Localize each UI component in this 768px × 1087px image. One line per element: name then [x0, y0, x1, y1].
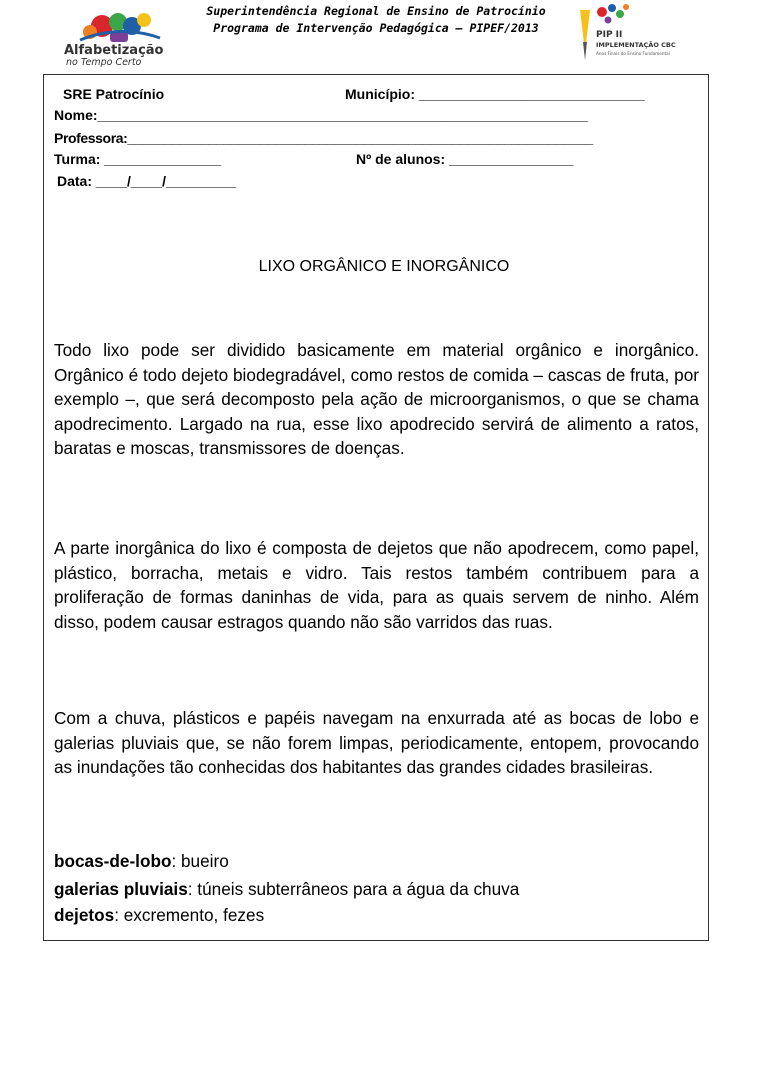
- header-text: [178, 3, 574, 37]
- paragraph-2: A parte inorgânica do lixo é composta de dejetos que não apodrecem, como papel, plástico, borracha, metais e vidro. Tais restos também contribuem para a proliferação de formas daninhas de vida, para as quais servem de ninho. Além disso, podem causar estragos quando não são varridos das ruas.: [54, 538, 699, 632]
- worksheet-frame: [43, 74, 709, 941]
- glossary-item: [54, 851, 229, 872]
- logo-right-line1: PIP II: [596, 30, 623, 40]
- glossary-definition: : túneis subterrâneos para a água da chuva: [187, 879, 520, 899]
- page-title: LIXO ORGÂNICO E INORGÂNICO: [258, 258, 510, 275]
- logo-left-line2: no Tempo Certo: [66, 57, 142, 68]
- pip-logo: [574, 2, 692, 64]
- logo-left-line1: Alfabetização: [64, 43, 164, 58]
- municipio-field[interactable]: Município: _____________________________: [345, 86, 645, 102]
- glossary-item: [54, 879, 519, 900]
- alfabetizacao-logo: [60, 6, 180, 68]
- glossary-term: bocas-de-lobo: [54, 851, 172, 871]
- paragraph-1: Todo lixo pode ser dividido basicamente em material orgânico e inorgânico. Orgânico é todo dejeto biodegradável, como restos de comida – cascas de fruta, por exemplo –, que será decomposto pela ação de microorganismos, o que se chama apodrecimento. Largado na rua, esse lixo apodrecido servirá de alimento a ratos, baratas e moscas, transmissores de doenças.: [54, 340, 699, 458]
- glossary-term: galerias pluviais: [54, 879, 188, 899]
- glossary-term: dejetos: [54, 905, 115, 925]
- data-field[interactable]: Data: ____/____/_________: [57, 173, 237, 189]
- logo-right-line2: IMPLEMENTAÇÃO CBC: [596, 41, 676, 49]
- glossary-item: [54, 905, 264, 926]
- turma-field[interactable]: Turma: _______________: [54, 151, 222, 167]
- glossary-definition: : excremento, fezes: [114, 905, 265, 925]
- sre-field: SRE Patrocínio: [63, 86, 165, 102]
- glossary-definition: : bueiro: [171, 851, 229, 871]
- professora-field[interactable]: Professora:_______________________________________________________________: [54, 130, 593, 146]
- logo-right-line3: Anos Finais do Ensino Fundamental: [596, 51, 670, 56]
- alunos-field[interactable]: Nº de alunos: ________________: [356, 151, 574, 167]
- nome-field[interactable]: Nome:_______________________________________________________________: [54, 107, 589, 123]
- header-line2: Programa de Intervenção Pedagógica – PIPEF/2013: [213, 21, 539, 35]
- header-line1: Superintendência Regional de Ensino de Patrocínio: [206, 4, 546, 18]
- paragraph-3: Com a chuva, plásticos e papéis navegam na enxurrada até as bocas de lobo e galerias pluviais que, se não forem limpas, periodicamente, entopem, provocando as inundações tão conhecidas dos habitantes das grandes cidades brasileiras.: [54, 708, 699, 777]
- page-header: [0, 0, 768, 70]
